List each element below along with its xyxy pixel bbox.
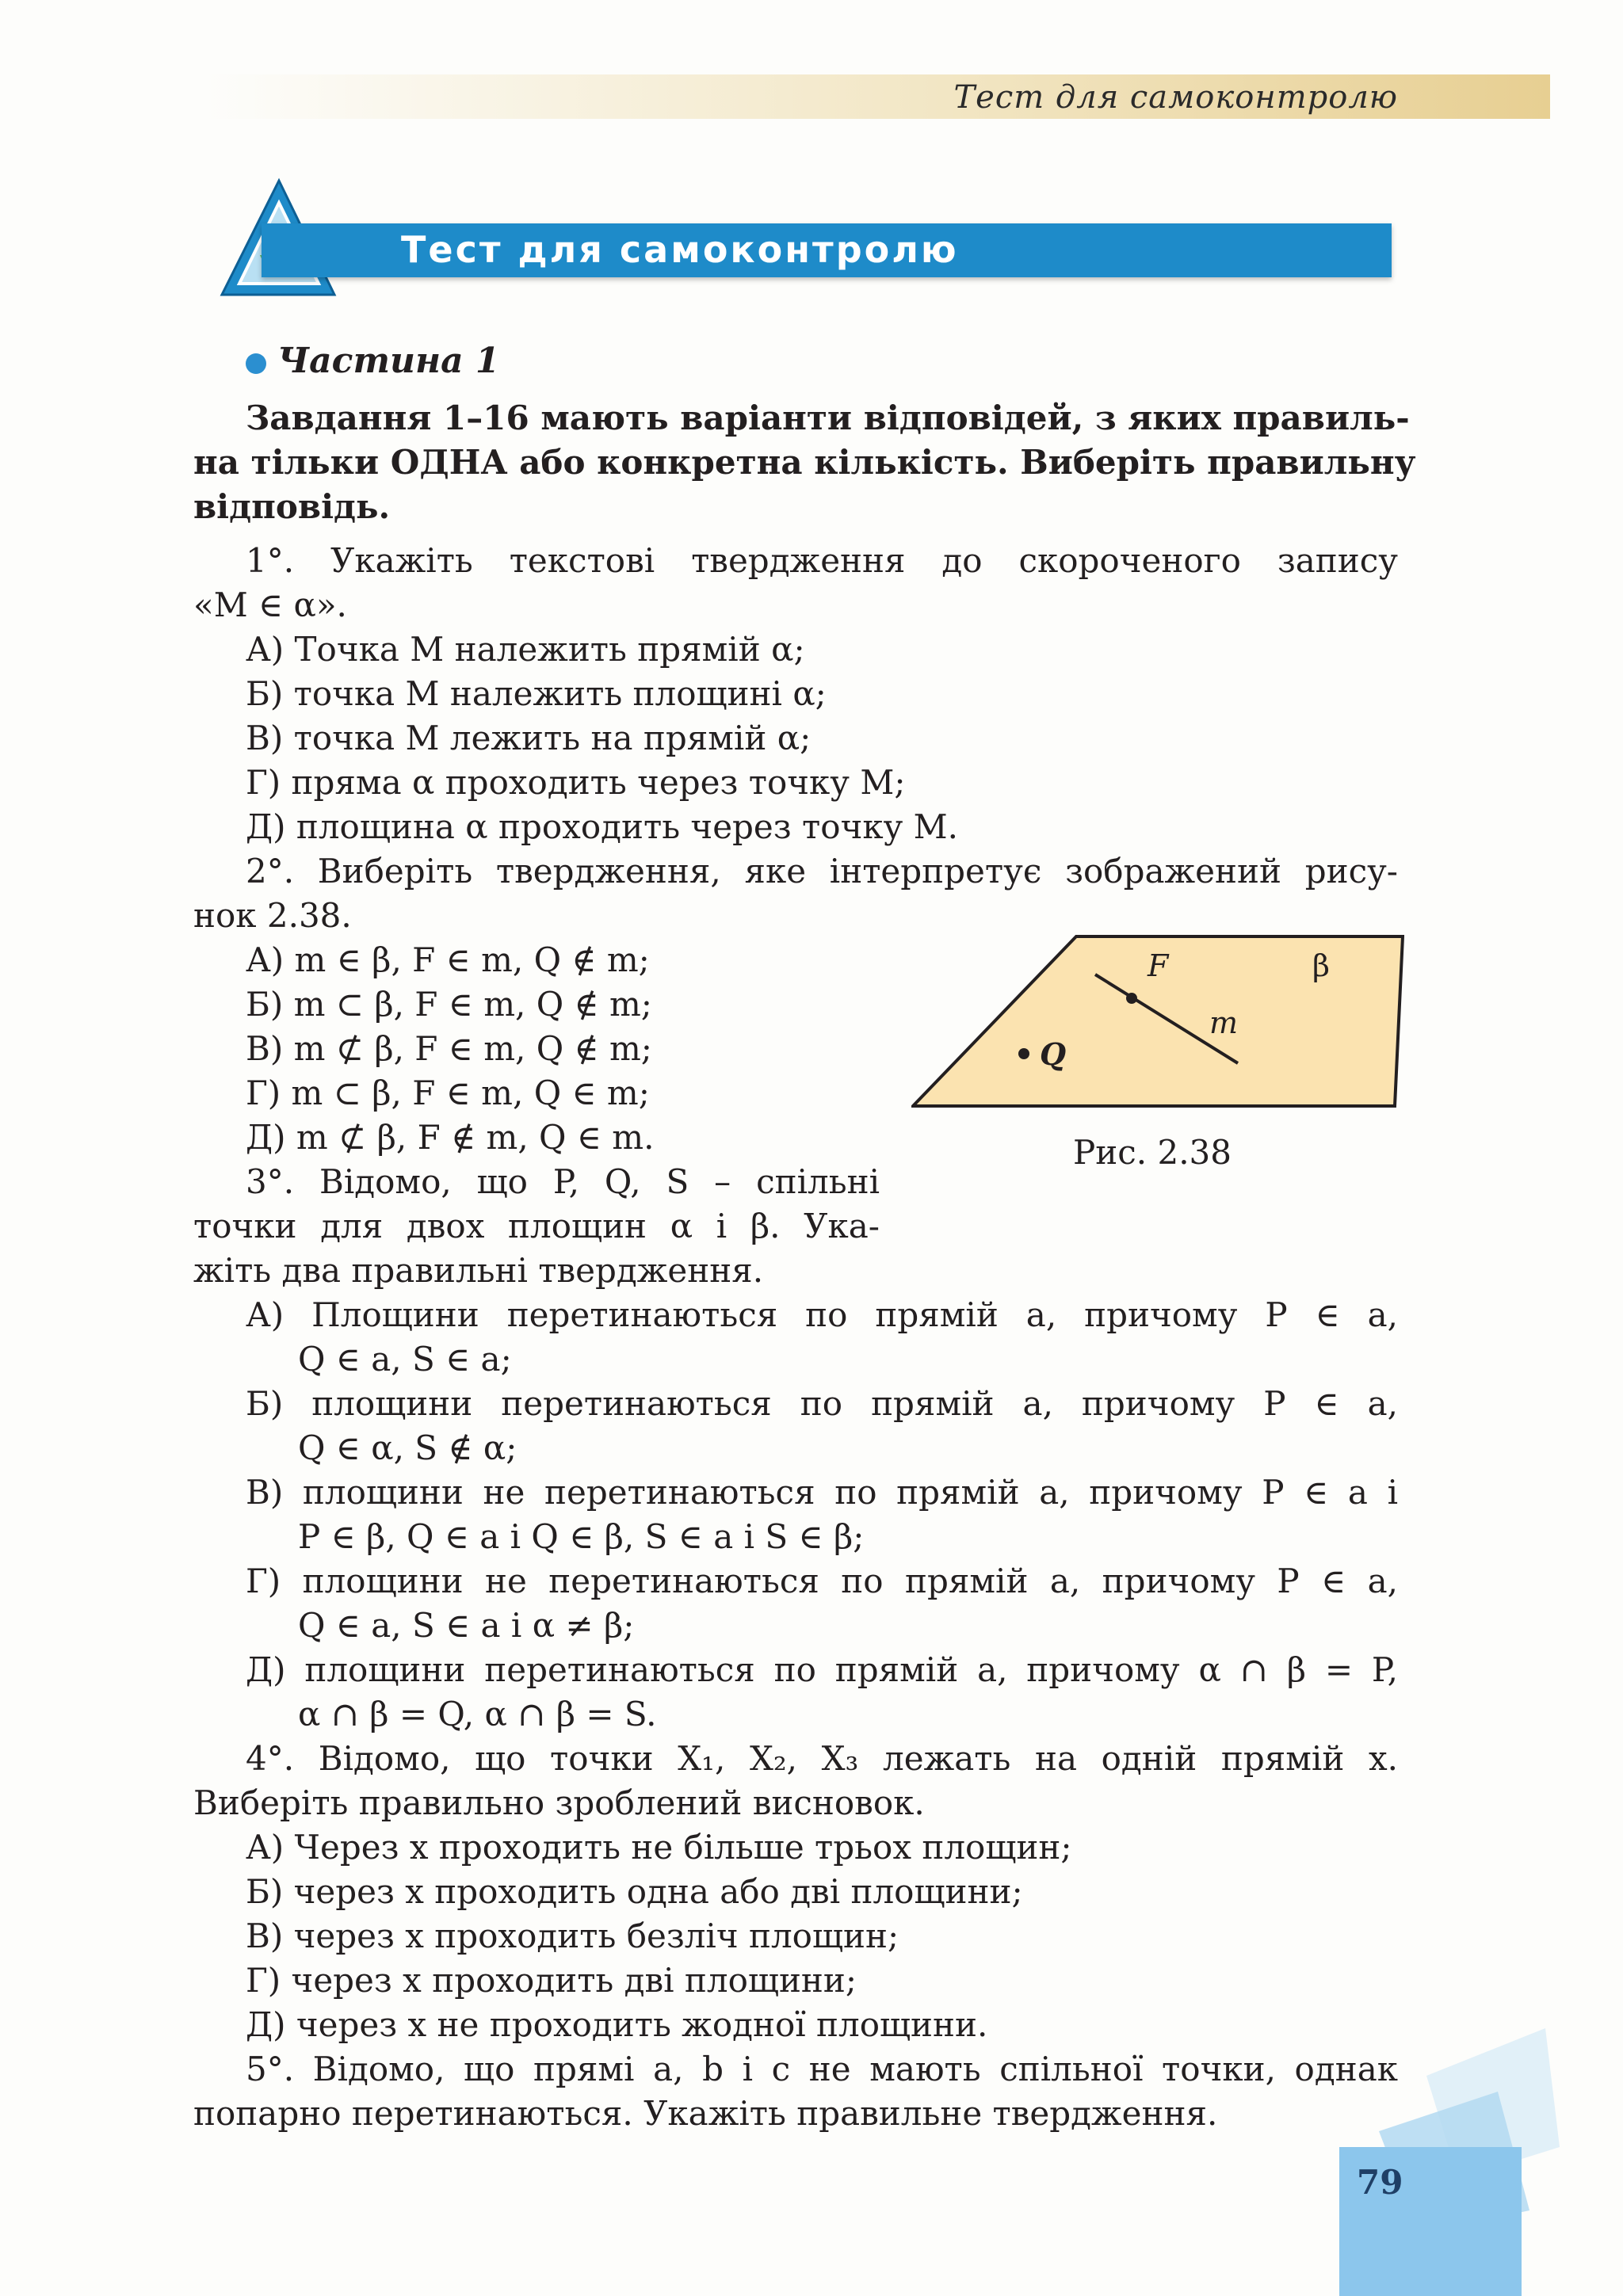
q3-option-e-line-2: α ∩ β = Q, α ∩ β = S. (298, 1695, 657, 1733)
q4-option-a: А) Через x проходить не більше трьох площин; (246, 1828, 1072, 1867)
q3-option-b-line-1: Б) площини перетинаються по прямій a, причому P ∈ a, (246, 1384, 1398, 1423)
label-m: m (1209, 1005, 1239, 1040)
q3-option-e-line-1: Д) площини перетинаються по прямій a, причому α ∩ β = P, (246, 1650, 1398, 1689)
q3-option-d-line-1: Г) площини не перетинаються по прямій a, причому P ∈ a, (246, 1562, 1398, 1600)
bullet-icon (246, 353, 266, 374)
instructions-line-1: Завдання 1–16 мають варіанти відповідей, з яких правиль- (246, 399, 1410, 437)
q2-stem-line-1: 2°. Виберіть твердження, яке інтерпретує зображений рису- (246, 852, 1398, 891)
q2-option-a: А) m ∈ β, F ∈ m, Q ∉ m; (246, 940, 650, 979)
q4-stem-line-1: 4°. Відомо, що точки X₁, X₂, X₃ лежать на одній прямій x. (246, 1739, 1398, 1778)
q1-option-d: Г) пряма α проходить через точку M; (246, 763, 906, 802)
q3-stem-line-2: точки для двох площин α і β. Ука- (193, 1207, 880, 1245)
running-header-title: Тест для самоконтролю (953, 79, 1398, 116)
q4-option-e: Д) через x не проходить жодної площини. (246, 2005, 988, 2044)
q1-option-b: Б) точка M належить площині α; (246, 674, 827, 713)
q2-stem-line-2: нок 2.38. (193, 896, 352, 935)
q2-option-d: Г) m ⊂ β, F ∈ m, Q ∈ m; (246, 1074, 650, 1112)
label-F: F (1148, 948, 1169, 983)
point-Q (1018, 1048, 1029, 1059)
label-beta: β (1312, 948, 1330, 983)
part-title: Частина 1 (277, 341, 500, 381)
q4-stem-line-2: Виберіть правильно зроблений висновок. (193, 1783, 925, 1822)
q1-stem-line-1: 1°. Укажіть текстові твердження до скороченого запису (246, 541, 1398, 580)
q5-stem-line-1: 5°. Відомо, що прямі a, b і c не мають спільної точки, однак (246, 2050, 1398, 2088)
page-number: 79 (1357, 2163, 1403, 2202)
q5-stem-line-2: попарно перетинаються. Укажіть правильне твердження. (193, 2094, 1218, 2133)
q3-option-a-line-1: А) Площини перетинаються по прямій a, причому P ∈ a, (246, 1295, 1398, 1334)
q1-option-e: Д) площина α проходить через точку M. (246, 807, 959, 846)
q4-option-d: Г) через x проходить дві площини; (246, 1961, 857, 2000)
q2-option-c: В) m ⊄ β, F ∈ m, Q ∉ m; (246, 1029, 652, 1068)
q2-option-b: Б) m ⊂ β, F ∈ m, Q ∉ m; (246, 985, 652, 1024)
q1-stem-line-2: «M ∈ α». (193, 585, 347, 624)
q3-option-b-line-2: Q ∈ α, S ∉ α; (298, 1428, 517, 1467)
label-Q: Q (1040, 1036, 1067, 1072)
q4-option-c: В) через x проходить безліч площин; (246, 1917, 899, 1955)
point-F (1126, 993, 1137, 1004)
q2-option-e: Д) m ⊄ β, F ∉ m, Q ∈ m. (246, 1118, 655, 1157)
page-corner-decoration (1308, 2028, 1561, 2296)
q3-stem-line-3: жіть два правильні твердження. (193, 1251, 764, 1290)
instructions-line-3: відповідь. (193, 487, 391, 526)
q1-option-a: А) Точка M належить прямій α; (246, 630, 805, 669)
figure-caption: Рис. 2.38 (1073, 1133, 1232, 1172)
q3-option-c-line-2: P ∈ β, Q ∈ a і Q ∈ β, S ∈ a і S ∈ β; (298, 1517, 865, 1556)
figure-plane-diagram (911, 935, 1404, 1117)
running-header (206, 74, 1550, 119)
section-banner (262, 223, 1392, 277)
banner-title: Тест для самоконтролю (401, 228, 959, 271)
q3-option-c-line-1: В) площини не перетинаються по прямій a, причому P ∈ a і (246, 1473, 1398, 1512)
q3-option-a-line-2: Q ∈ a, S ∈ a; (298, 1340, 512, 1379)
q1-option-c: В) точка M лежить на прямій α; (246, 719, 812, 757)
q4-option-b: Б) через x проходить одна або дві площини; (246, 1872, 1023, 1911)
q3-option-d-line-2: Q ∈ a, S ∈ a і α ≠ β; (298, 1606, 635, 1645)
instructions-line-2: на тільки ОДНА або конкретна кількість. Виберіть правильну (193, 443, 1416, 482)
q3-stem-line-1: 3°. Відомо, що P, Q, S – спільні (246, 1162, 880, 1201)
